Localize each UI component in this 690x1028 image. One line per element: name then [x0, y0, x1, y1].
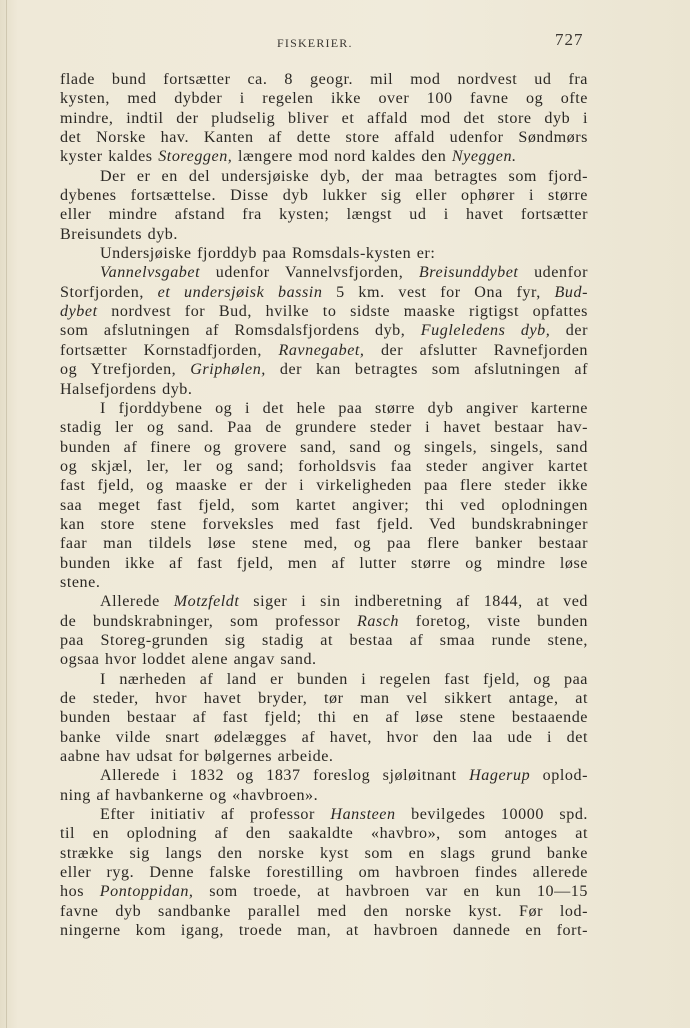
text-run: Breisundets dyb.: [60, 225, 178, 243]
text-run: Efter initiativ af professor: [100, 806, 331, 824]
text-run: 5 km. vest for Ona fyr,: [322, 283, 555, 301]
text-run: længere mod nord kaldes den: [232, 148, 452, 166]
italic-term: dybet: [60, 303, 98, 321]
text-line: [60, 824, 588, 843]
text-line: [60, 418, 588, 437]
italic-term: Fugleledens dyb,: [420, 322, 551, 340]
italic-term: Griphølen,: [190, 361, 266, 379]
text-run: mindre, indtil der pludselig bliver et affald mod det store dyb i: [60, 109, 588, 127]
page-number: 727: [555, 30, 584, 49]
text-line: [60, 476, 588, 495]
text-line: [60, 708, 588, 727]
text-run: ningerne kom igang, troede man, at havbroen dannede en fort-: [60, 922, 588, 940]
text-line: [60, 592, 588, 611]
italic-term: Motzfeldt: [173, 593, 240, 611]
text-run: og skjæl, ler, ler og sand; forholdsvis faa steder angiver kartet: [60, 457, 588, 475]
text-run: bunden ikke af fast fjeld, men af lutter større og mindre løse: [60, 554, 588, 572]
text-run: Storfjorden,: [60, 283, 158, 301]
italic-term: Hansteen: [330, 806, 396, 824]
text-line: [60, 89, 588, 108]
text-run: favne dyb sandbanke parallel med den norske kyst. Før lod-: [60, 902, 588, 920]
text-line: [60, 573, 588, 592]
text-line: [60, 70, 588, 89]
text-line: [60, 805, 588, 824]
text-run: der: [550, 322, 588, 340]
text-run: de steder, hvor havet bryder, tør man vel sikkert antage, at: [60, 690, 588, 707]
text-line: [60, 321, 588, 340]
text-line: [60, 631, 588, 650]
text-run: Allerede i 1832 og 1837 foreslog sjøløitnant: [100, 767, 470, 785]
italic-term: Ravnegabet,: [278, 341, 365, 359]
text-line: [60, 747, 588, 766]
text-line: [60, 167, 588, 186]
text-line: [60, 554, 588, 573]
text-run: der kan betragtes som afslutningen af: [265, 361, 588, 379]
text-line: [60, 128, 588, 147]
body-text: [60, 70, 588, 940]
text-line: [60, 612, 588, 631]
text-run: der afslutter Ravnefjorden: [364, 341, 588, 359]
text-run: siger i sin indberetning af 1844, at ved: [239, 593, 589, 611]
page-edge-shadow: [6, 0, 7, 1028]
text-run: fast fjeld, og maaske er der i virkeligheden paa flere steder ikke: [60, 477, 588, 495]
italic-term: Breisunddybet: [418, 264, 519, 282]
text-run: bevilgedes 10000 spd.: [395, 806, 589, 824]
italic-term: Bud-: [554, 283, 588, 301]
text-run: som troede, at havbroen var en kun 10—15: [193, 883, 588, 901]
text-run: bunden bestaar af fast fjeld; thi en af løse stene bestaaende: [60, 709, 588, 727]
text-line: [60, 882, 588, 901]
text-run: ning af havbankerne og «havbroen».: [60, 786, 319, 804]
text-run: Der er en del undersjøiske dyb, der maa betragtes som fjord-: [100, 167, 588, 185]
text-run: udenfor Vannelvsfjorden,: [200, 264, 419, 282]
text-line: [60, 186, 588, 205]
text-run: Allerede: [100, 593, 174, 611]
text-line: [60, 360, 588, 379]
text-line: [60, 786, 588, 805]
text-run: kan store stene forveksles med fast fjeld. Ved bundskrabninger: [60, 515, 588, 533]
text-line: [60, 496, 588, 515]
text-line: [60, 341, 588, 360]
text-run: banke vilde snart ødelægges af havet, hvor den laa ude i det: [60, 728, 588, 746]
italic-term: Storeggen,: [158, 148, 233, 166]
text-line: [60, 728, 588, 747]
italic-term: Rasch: [356, 612, 400, 630]
text-line: [60, 380, 588, 399]
text-line: [60, 438, 588, 457]
text-run: fortsætter Kornstadfjorden,: [60, 341, 279, 359]
text-line: [60, 205, 588, 224]
text-run: kyster kaldes: [60, 148, 159, 166]
running-title: FISKERIER.: [277, 36, 353, 50]
text-line: [60, 244, 588, 263]
text-run: udenfor: [518, 264, 588, 282]
italic-term: Nyeggen.: [451, 148, 517, 166]
text-run: flade bund fortsætter ca. 8 geogr. mil mod nordvest ud fra: [60, 71, 588, 88]
text-line: [60, 844, 588, 863]
italic-term: Hagerup: [469, 767, 531, 785]
text-line: [60, 766, 588, 785]
text-line: [60, 457, 588, 476]
text-run: oplod-: [530, 767, 588, 785]
text-line: [60, 902, 588, 921]
text-line: [60, 225, 588, 244]
text-run: hos: [60, 883, 100, 901]
text-run: foretog, viste bunden: [399, 612, 588, 630]
text-run: bunden af finere og grovere sand, sand og singels, singels, sand: [60, 438, 588, 456]
text-run: ogsaa hvor loddet alene angav sand.: [60, 651, 317, 669]
text-line: [60, 147, 588, 166]
text-run: det Norske hav. Kanten af dette store affald udenfor Søndmørs: [60, 129, 588, 147]
text-line: [60, 670, 588, 689]
text-run: saa meget fast fjeld, som kartet angiver; thi ved oplodningen: [60, 496, 588, 514]
text-line: [60, 534, 588, 553]
italic-term: Pontoppidan,: [99, 883, 194, 901]
text-run: nordvest for Bud, hvilke to sidste maaske rigtigst opfattes: [97, 303, 588, 321]
text-run: strække sig langs den norske kyst som en slags grund banke: [60, 844, 588, 862]
text-line: [60, 399, 588, 418]
text-run: eller ryg. Denne falske forestilling om havbroen findes allerede: [60, 864, 588, 882]
text-line: [60, 302, 588, 321]
text-run: og Ytrefjorden,: [60, 361, 191, 379]
italic-term: et undersjøisk bassin: [157, 283, 323, 301]
text-line: [60, 515, 588, 534]
text-run: paa Storeg-grunden sig stadig at bestaa af smaa runde stene,: [60, 631, 588, 649]
text-run: faar man tildels løse stene med, og paa flere banker bestaar: [60, 535, 588, 553]
text-run: I fjorddybene og i det hele paa større dyb angiver karterne: [100, 399, 588, 417]
text-run: til en oplodning af den saakaldte «havbro», som antoges at: [60, 825, 588, 843]
text-run: dybenes fortsættelse. Disse dyb lukker sig eller ophører i større: [60, 187, 588, 205]
page-header: [0, 30, 690, 54]
text-line: [60, 921, 588, 940]
italic-term: Vannelvsgabet: [100, 264, 201, 282]
text-line: [60, 109, 588, 128]
text-run: Halsefjordens dyb.: [60, 380, 193, 398]
text-run: kysten, med dybder i regelen ikke over 100 favne og ofte: [60, 90, 588, 108]
text-line: [60, 863, 588, 882]
text-run: eller mindre afstand fra kysten; længst ud i havet fortsætter: [60, 206, 588, 224]
text-run: Undersjøiske fjorddyb paa Romsdals-kysten er:: [100, 245, 436, 263]
text-line: [60, 650, 588, 669]
text-run: som afslutningen af Romsdalsfjordens dyb,: [60, 322, 421, 340]
text-run: stadig ler og sand. Paa de grundere steder i havet bestaar hav-: [60, 419, 588, 437]
text-run: stene.: [60, 573, 101, 591]
text-run: de bundskrabninger, som professor: [60, 612, 357, 630]
text-run: aabne hav udsat for bølgernes arbeide.: [60, 748, 334, 766]
text-line: [60, 263, 588, 282]
text-line: [60, 283, 588, 302]
text-run: I nærheden af land er bunden i regelen fast fjeld, og paa: [100, 670, 588, 688]
text-line: [60, 689, 588, 708]
